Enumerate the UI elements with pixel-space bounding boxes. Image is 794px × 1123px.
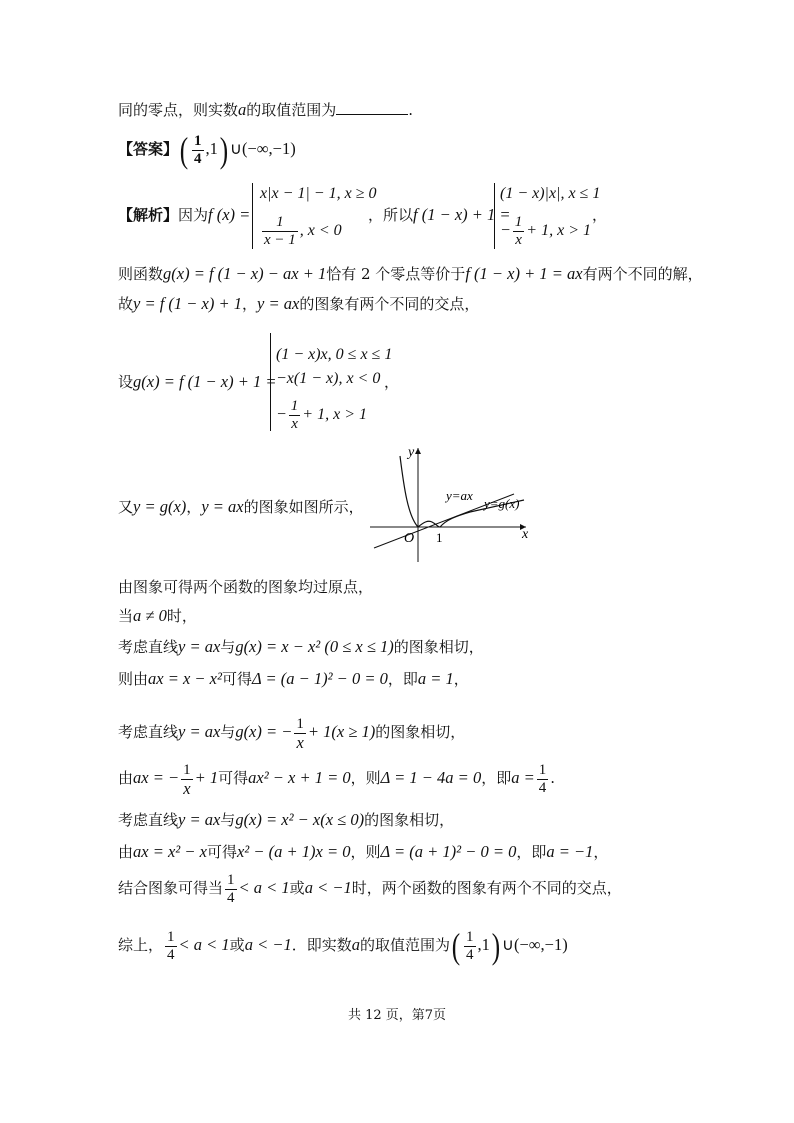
line-10 (118, 669, 469, 689)
math: ,1 (205, 139, 218, 158)
numerator: 1 (262, 214, 298, 232)
math: g(x) = − (235, 722, 293, 741)
line-5 (118, 372, 277, 392)
text: ， (453, 670, 469, 688)
text: 因为 (178, 206, 209, 224)
text: 则函数 (118, 265, 164, 283)
math: ax = − (133, 768, 180, 787)
text: 可得 (221, 670, 252, 688)
analysis-intro (118, 205, 250, 225)
denominator: 4 (167, 946, 175, 963)
text: 的取值范围为 (246, 101, 337, 119)
text: 时，两个函数的图象有两个不同的交点， (351, 879, 622, 897)
numerator: 1 (183, 761, 191, 778)
text: ，即 (387, 670, 418, 688)
label-y-gx: y=g(x) (484, 496, 520, 511)
math: (−∞,−1) (241, 139, 296, 158)
math: y = ax (201, 497, 244, 516)
numerator: 1 (514, 214, 523, 230)
numerator: 1 (227, 871, 235, 888)
label-y-ax: y=ax (446, 488, 473, 503)
question-tail (118, 100, 413, 120)
text: ，则 (350, 769, 381, 787)
math: + 1 (194, 768, 219, 787)
paren: ( (451, 926, 461, 966)
text: 或 (229, 936, 245, 954)
line-8 (118, 606, 197, 626)
denominator: x (296, 732, 304, 752)
math: ,1 (477, 935, 490, 954)
page-footer: 共 12 页，第7页 (347, 1008, 447, 1023)
text: 的图象有两个不同的交点， (299, 295, 480, 313)
denominator: x (291, 416, 298, 432)
denominator: x (515, 232, 522, 248)
text: 由 (118, 769, 134, 787)
math: g(x) = x − x² (0 ≤ x ≤ 1) (235, 637, 394, 656)
numerator: 1 (194, 132, 202, 149)
text: 与 (220, 723, 236, 741)
text: 由 (118, 843, 134, 861)
fraction (294, 716, 306, 751)
text: 考虑直线 (118, 723, 179, 741)
math: a ≠ 0 (133, 606, 167, 625)
math: < a < 1 (238, 878, 290, 897)
text: ， (384, 373, 400, 391)
math: a = −1 (546, 842, 594, 861)
denominator: 4 (466, 946, 474, 963)
text: 则由 (118, 670, 149, 688)
text: ，则 (350, 843, 381, 861)
answer-line (118, 131, 296, 168)
fraction (513, 214, 525, 249)
math: y = ax (178, 810, 221, 829)
text: 考虑直线 (118, 811, 179, 829)
case-1: (1 − x)|x|, x ≤ 1 (500, 185, 601, 202)
text: 故 (118, 295, 134, 313)
y-label: y (408, 445, 415, 460)
numerator: 1 (290, 398, 299, 414)
math: (−∞,−1) (513, 935, 568, 954)
math: x² − (a + 1)x = 0 (236, 842, 351, 861)
origin-label: O (404, 531, 415, 546)
math: ax² − x + 1 = 0 (248, 768, 351, 787)
numerator: 1 (296, 715, 304, 732)
text: 的图象相切， (393, 638, 484, 656)
math: ax = x² − x (133, 842, 207, 861)
math: a (238, 100, 247, 119)
paren: ( (179, 130, 189, 170)
math: y = g(x) (133, 497, 187, 516)
fraction (262, 214, 298, 249)
text: 设 (118, 373, 134, 391)
text: 或 (289, 879, 305, 897)
math: a < −1 (304, 878, 352, 897)
function-graph (364, 438, 536, 568)
math: + 1, x > 1 (526, 222, 591, 240)
line-13 (118, 810, 454, 830)
text: 可得 (218, 769, 249, 787)
answer-label: 【答案】 (118, 140, 179, 158)
text: 结合图象可得当 (118, 879, 224, 897)
text: 有两个不同的解， (582, 265, 703, 283)
fraction (225, 872, 237, 907)
text: 与 (220, 638, 236, 656)
math: f (x) = (208, 205, 251, 224)
math: ax = x − x² (148, 669, 222, 688)
fraction (165, 929, 177, 964)
case-3 (276, 398, 367, 433)
text: 时， (166, 607, 197, 625)
text: ，即 (516, 843, 547, 861)
fraction (192, 133, 204, 168)
fraction (289, 398, 301, 433)
math: Δ = (a − 1)² − 0 = 0 (251, 669, 388, 688)
math: f (1 − x) + 1 = ax (465, 264, 583, 283)
numerator: 1 (466, 928, 474, 945)
math: g(x) = f (1 − x) − ax + 1 (163, 264, 327, 283)
fraction (181, 762, 193, 797)
text: 考虑直线 (118, 638, 179, 656)
case-2 (260, 214, 342, 249)
math: < a < 1 (178, 935, 230, 954)
case-2 (500, 214, 591, 249)
line-4 (118, 294, 479, 314)
line-12 (118, 758, 555, 798)
math: a < −1 (244, 935, 292, 954)
math: − (276, 406, 287, 424)
math: + 1(x ≥ 1) (307, 722, 376, 741)
line-6 (118, 497, 364, 517)
tick-label-1: 1 (436, 530, 443, 545)
math: , x < 0 (299, 222, 342, 240)
math: ∪ (501, 935, 514, 954)
math: y = ax (178, 637, 221, 656)
text: ， (592, 206, 608, 224)
math: Δ = 1 − 4a = 0 (380, 768, 482, 787)
numerator: 1 (538, 761, 547, 778)
x-label: x (522, 527, 529, 542)
line-14 (118, 842, 608, 862)
brace (270, 333, 271, 431)
text: 的图象如图所示， (243, 498, 364, 516)
text: 的图象相切， (375, 723, 466, 741)
line-3 (118, 264, 703, 284)
case-1: (1 − x)x, 0 ≤ x ≤ 1 (276, 346, 393, 363)
math: Δ = (a + 1)² − 0 = 0 (380, 842, 517, 861)
math: a (351, 935, 360, 954)
text: 又 (118, 498, 134, 516)
line-9 (118, 637, 484, 657)
math: + 1, x > 1 (302, 406, 367, 424)
math: y = f (1 − x) + 1 (133, 294, 243, 313)
paren: ) (219, 130, 229, 170)
answer-blank (336, 100, 408, 115)
brace (252, 183, 253, 249)
denominator: x (183, 778, 191, 798)
denominator: 4 (227, 889, 235, 906)
text: 的图象相切， (364, 811, 455, 829)
math: y = ax (257, 294, 300, 313)
math: a = (511, 768, 535, 787)
text: 当 (118, 607, 134, 625)
text: 的取值范围为 (359, 936, 450, 954)
text: 同的零点，则实数 (118, 101, 239, 119)
numerator: 1 (167, 928, 175, 945)
text: ，即 (481, 769, 512, 787)
text: 与 (220, 811, 236, 829)
text: . (550, 769, 556, 787)
text: ，所以 (368, 206, 414, 224)
text: 可得 (206, 843, 237, 861)
analysis-label: 【解析】 (118, 206, 179, 224)
line-16 (118, 925, 568, 965)
fraction (464, 929, 476, 964)
text: ， (242, 295, 258, 313)
math: a = 1 (417, 669, 454, 688)
math: − (500, 222, 511, 240)
math: ∪ (229, 139, 242, 158)
case-1: x|x − 1| − 1, x ≥ 0 (260, 185, 377, 202)
fraction (537, 762, 549, 797)
line-11 (118, 712, 465, 752)
math: g(x) = x² − x(x ≤ 0) (235, 810, 365, 829)
text: ， (593, 843, 609, 861)
text: 综上， (118, 936, 164, 954)
denominator: 4 (194, 150, 202, 167)
line-15 (118, 868, 622, 908)
denominator: x − 1 (264, 232, 296, 248)
math: y = ax (178, 722, 221, 741)
text: ， (186, 498, 202, 516)
math: g(x) = f (1 − x) + 1 = (133, 372, 277, 391)
paren: ) (491, 926, 501, 966)
analysis-mid (368, 205, 511, 225)
brace (494, 183, 495, 249)
line-7: 由图象可得两个函数的图象均过原点， (118, 578, 374, 596)
text: ．即实数 (291, 936, 352, 954)
text: 恰有 2 个零点等价于 (326, 265, 466, 283)
text: . (408, 101, 414, 119)
math: f (1 − x) + 1 = (413, 205, 511, 224)
case-2: −x(1 − x), x < 0 (276, 370, 381, 387)
denominator: 4 (538, 779, 547, 796)
